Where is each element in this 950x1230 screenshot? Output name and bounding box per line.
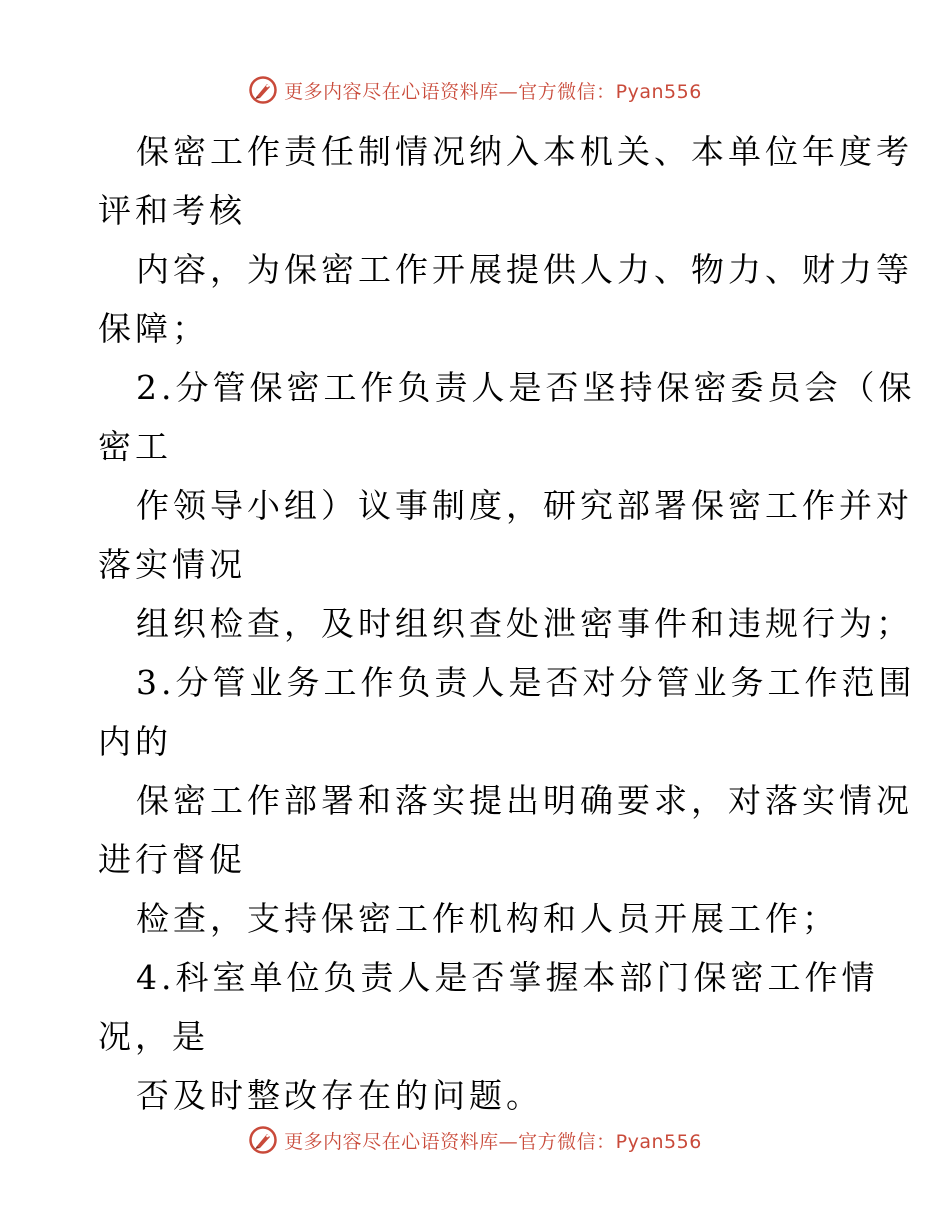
pen-nib-logo-icon [248,1125,278,1155]
text-line: 保密工作责任制情况纳入本机关、本单位年度考 [136,132,913,171]
text-line: 2.分管保密工作负责人是否坚持保密委员会（保 [136,368,916,407]
text-line: 进行督促 [98,840,246,879]
text-line: 保密工作部署和落实提出明确要求，对落实情况 [136,781,913,820]
text-line: 组织检查，及时组织查处泄密事件和违规行为； [136,604,913,643]
text-line: 落实情况 [98,545,246,584]
footer-banner-text: 更多内容尽在心语资料库—官方微信：Pyan556 [284,1130,702,1153]
pen-nib-logo-icon [248,75,278,105]
text-line: 密工 [98,427,172,466]
text-line: 内的 [98,722,172,761]
text-line: 否及时整改存在的问题。 [136,1076,543,1115]
text-line: 作领导小组）议事制度，研究部署保密工作并对 [136,486,913,525]
header-banner [0,70,950,110]
header-banner-text: 更多内容尽在心语资料库—官方微信：Pyan556 [284,80,702,103]
text-line: 4.科室单位负责人是否掌握本部门保密工作情 [136,958,879,997]
text-line: 内容，为保密工作开展提供人力、物力、财力等 [136,250,913,289]
text-line: 3.分管业务工作负责人是否对分管业务工作范围 [136,663,916,702]
text-line: 评和考核 [98,191,246,230]
document-body [98,122,916,1125]
footer-banner [0,1120,950,1160]
text-line: 保障； [98,309,209,348]
text-line: 检查，支持保密工作机构和人员开展工作； [136,899,839,938]
text-line: 况，是 [98,1017,209,1056]
